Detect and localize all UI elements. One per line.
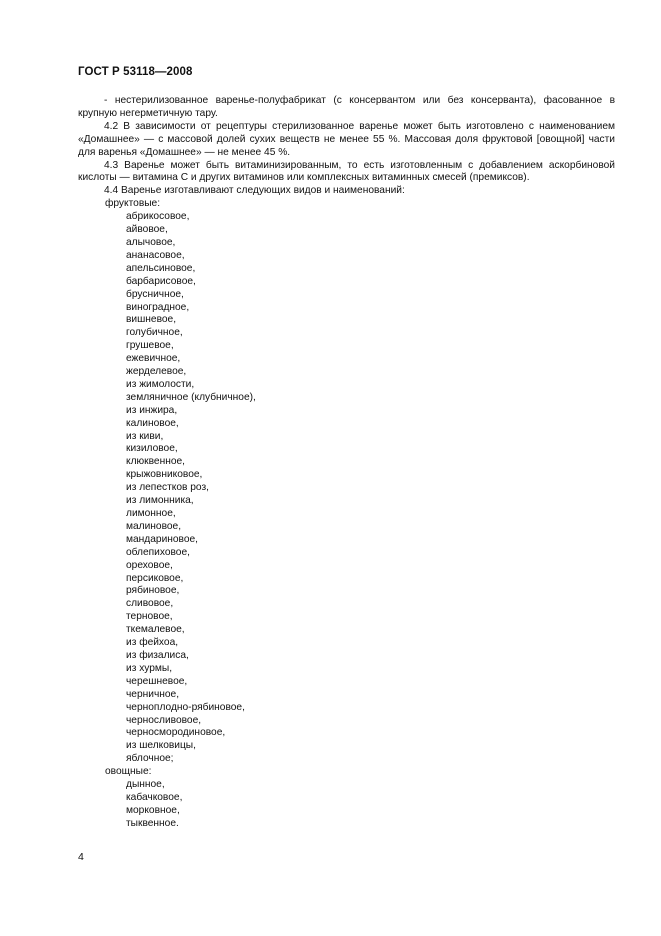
vegetable-list-item: дынное, — [126, 779, 165, 791]
fruit-list-item: голубичное, — [126, 327, 183, 339]
fruit-list-item: из жимолости, — [126, 378, 195, 390]
fruit-list-item: вишневое, — [126, 314, 177, 326]
document-body — [78, 95, 615, 831]
paragraph-4-3: 4.3 Варенье может быть витаминизированным, то есть изготовленным с добавлением аскорбиновой кислоты — витамина С и других витаминов или комплексных витаминных смесей (премиксов). — [78, 159, 615, 184]
fruit-list-item: ежевичное, — [126, 353, 181, 365]
fruit-list-item: из киви, — [126, 430, 164, 442]
fruit-list-item: ореховое, — [126, 559, 173, 571]
fruit-list-item: жерделевое, — [126, 366, 187, 378]
fruit-list-item: барбарисовое, — [126, 275, 196, 287]
fruit-list-item: ананасовое, — [126, 249, 185, 261]
fruit-list-item: земляничное (клубничное), — [126, 391, 256, 403]
fruit-list-item: терновое, — [126, 611, 173, 623]
fruit-list — [78, 211, 615, 766]
fruit-list-item: из физалиса, — [126, 649, 189, 661]
paragraph-unsterilized-jam: - нестерилизованное варенье-полуфабрикат (с консервантом или без консерванта), фасованное в крупную негерметичную тару. — [78, 95, 615, 119]
fruit-list-item: виноградное, — [126, 301, 190, 313]
fruit-list-item: абрикосовое, — [126, 211, 190, 223]
fruit-list-item: рябиновое, — [126, 585, 180, 597]
fruit-list-item: малиновое, — [126, 520, 182, 532]
vegetable-list-item: тыквенное. — [126, 817, 179, 829]
document-header: ГОСТ Р 53118—2008 — [78, 66, 193, 78]
paragraph-4-4: 4.4 Варенье изготавливают следующих видов и наименований: — [104, 185, 405, 197]
fruit-list-item: грушевое, — [126, 340, 174, 352]
fruit-list-item: из фейхоа, — [126, 637, 179, 649]
fruit-list-item: брусничное, — [126, 288, 184, 300]
fruit-list-item: ткемалевое, — [126, 624, 185, 636]
fruit-list-item: мандариновое, — [126, 533, 199, 545]
fruit-list-item: сливовое, — [126, 598, 174, 610]
fruit-list-item: облепиховое, — [126, 546, 190, 558]
vegetable-list — [78, 779, 615, 831]
fruit-list-item: айвовое, — [126, 224, 168, 236]
vegetable-list-item: кабачковое, — [126, 791, 183, 803]
fruit-list-item: калиновое, — [126, 417, 179, 429]
fruit-list-item: из инжира, — [126, 404, 178, 416]
fruit-list-item: лимонное, — [126, 508, 176, 519]
fruit-list-item: яблочное; — [126, 753, 174, 765]
fruit-list-item: из лимонника, — [126, 495, 194, 507]
fruit-list-item: крыжовниковое, — [126, 469, 203, 481]
vegetable-list-item: морковное, — [126, 804, 180, 816]
fruit-list-item: черносливовое, — [126, 714, 202, 726]
vegetable-list-heading: овощные: — [105, 766, 152, 778]
fruit-list-item: персиковое, — [126, 572, 184, 584]
fruit-list-item: кизиловое, — [126, 443, 178, 455]
fruit-list-item: из шелковицы, — [126, 740, 196, 752]
page-number: 4 — [78, 851, 84, 863]
fruit-list-heading: фруктовые: — [105, 198, 161, 210]
fruit-list-item: черешневое, — [126, 675, 188, 687]
fruit-list-item: клюквенное, — [126, 456, 185, 468]
fruit-list-item: черносмородиновое, — [126, 727, 226, 739]
fruit-list-item: апельсиновое, — [126, 262, 196, 274]
fruit-list-item: черничное, — [126, 688, 180, 700]
fruit-list-item: из лепестков роз, — [126, 482, 209, 494]
fruit-list-item: из хурмы, — [126, 662, 173, 674]
fruit-list-item: черноплодно-рябиновое, — [126, 701, 245, 713]
fruit-list-item: алычовое, — [126, 236, 176, 248]
paragraph-4-2: 4.2 В зависимости от рецептуры стерилизованное варенье может быть изготовлено с наименованием «Домашнее» — с массовой долей сухих веществ не менее 55 %. Массовая доля фруктовой [овощной] части для варенья «Домашнее» — не менее 45 %. — [78, 120, 615, 158]
